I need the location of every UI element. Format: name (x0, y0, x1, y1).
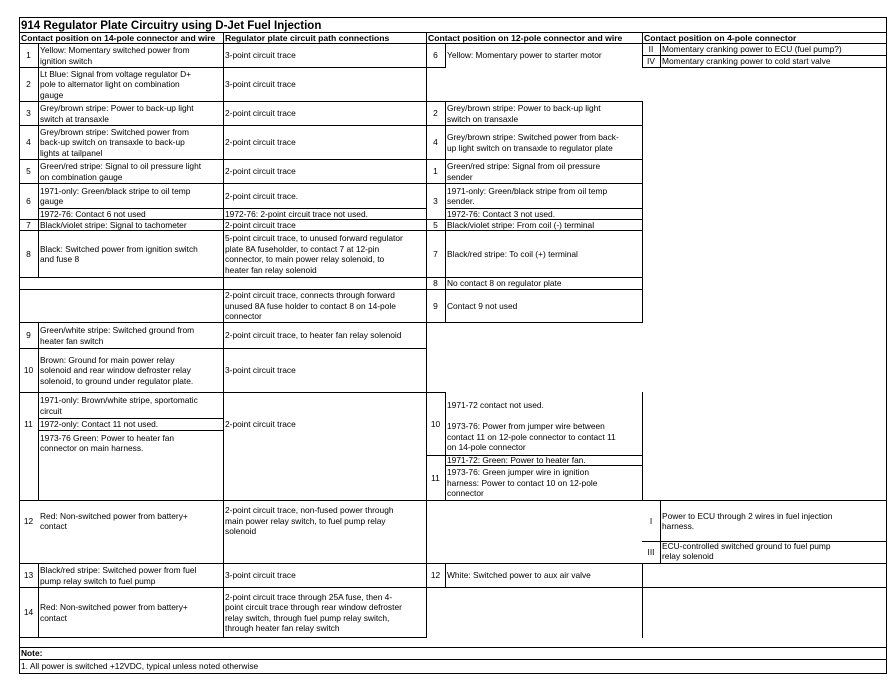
grid-rule-v (38, 43, 39, 278)
pole14-contact-number (19, 365, 38, 376)
pole4-contact-number-line: IV (647, 56, 655, 67)
pole14-wire-desc (40, 209, 146, 220)
pole14-wire-desc-line: Grey/brown stripe: Power to back-up light (40, 103, 194, 113)
grid-rule-v (445, 563, 446, 588)
pole12-wire-desc (447, 455, 586, 466)
pole12-contact-number (426, 301, 445, 312)
grid-rule-h (642, 500, 887, 501)
pole14-contact-number (19, 137, 38, 148)
page-title (21, 20, 321, 33)
page-title-line: 914 Regulator Plate Circuitry using D-Jet Fuel Injection (21, 19, 322, 32)
pole14-contact-number-line: 1 (26, 50, 31, 61)
pole14-contact-number-line: 5 (26, 166, 31, 177)
pole14-contact-number (19, 108, 38, 119)
pole12-contact-number (426, 137, 445, 148)
pole14-wire-desc (40, 419, 158, 430)
pole14-contact-number-line: 14 (23, 607, 34, 618)
pole12-wire-desc-line: Black/violet stripe: From coil (-) terminal (447, 219, 595, 230)
circuit-path-desc-line: 3-point circuit trace (225, 365, 296, 376)
pole14-contact-number-line: 3 (26, 108, 31, 119)
pole12-wire-desc (447, 421, 616, 453)
grid-rule-h (223, 563, 427, 564)
circuit-path-desc (225, 220, 296, 231)
pole14-wire-desc-line: 1971-only: Brown/white stripe, sportomatic (40, 395, 198, 405)
pole14-wire-desc-line: 1972-76: Contact 6 not used (40, 208, 146, 219)
header-4-pole (644, 33, 796, 44)
grid-rule-h (19, 348, 224, 349)
pole12-wire-desc (447, 186, 607, 207)
pole12-contact-number (426, 50, 445, 61)
pole14-contact-number-line: 13 (23, 570, 34, 581)
pole14-wire-desc (40, 325, 194, 346)
pole12-contact-number (426, 249, 445, 260)
pole14-contact-number (19, 516, 38, 527)
pole14-wire-desc-line: Lt Blue: Signal from voltage regulator D+ (40, 68, 192, 79)
grid-rule-v (445, 101, 446, 323)
circuit-path-desc (225, 50, 296, 61)
grid-rule-h (223, 348, 427, 349)
pole14-wire-desc-line: contact (40, 521, 68, 531)
pole14-wire-desc-line: Black/violet stripe: Signal to tachometer (40, 219, 187, 230)
pole14-contact-number-line: 4 (26, 137, 31, 148)
pole12-wire-desc-line: 1971-only: Green/black stripe from oil temp (447, 185, 608, 196)
grid-rule-h (223, 500, 427, 501)
pole14-wire-desc-line: ignition switch (40, 55, 93, 66)
pole14-wire-desc-line: back-up switch on transaxle to back-up (40, 137, 185, 148)
circuit-path-desc-line: 3-point circuit trace (225, 79, 296, 90)
pole4-contact-number-line: II (648, 44, 654, 55)
grid-rule-h (38, 430, 224, 431)
grid-rule-h (426, 183, 643, 184)
grid-rule-h (426, 101, 643, 102)
grid-rule-h (19, 647, 887, 648)
pole14-wire-desc-line: Green/red stripe: Signal to oil pressure light (40, 161, 202, 171)
pole14-contact-number (19, 79, 38, 90)
circuit-path-desc-line: through heater fan relay switch (225, 623, 340, 633)
pole12-contact-number-line: 7 (433, 248, 438, 259)
pole4-contact-number (642, 44, 660, 55)
pole12-wire-desc-line: harness: Power to contact 10 on 12-pole (447, 477, 598, 488)
circuit-path-desc-line: 2-point circuit trace (225, 137, 296, 148)
note-label (21, 648, 42, 659)
circuit-path-desc (225, 592, 402, 634)
pole12-contact-number-line: 10 (430, 418, 441, 429)
pole12-wire-desc-line: switch on transaxle (447, 113, 519, 124)
grid-rule-h (426, 67, 446, 68)
pole12-wire-desc (447, 161, 600, 182)
grid-rule-h (223, 587, 427, 588)
circuit-path-desc-line: main power relay switch, to fuel pump relay (225, 515, 386, 526)
circuit-path-desc-line: 2-point circuit trace (225, 108, 296, 119)
pole12-wire-desc-line: Black/red stripe: To coil (+) terminal (447, 248, 578, 259)
pole14-wire-desc (40, 355, 193, 387)
pole12-wire-desc-line: Yellow: Momentary power to starter motor (447, 50, 602, 61)
grid-rule-h (19, 587, 224, 588)
grid-rule-h (19, 159, 224, 160)
pole4-desc (662, 541, 831, 562)
pole12-wire-desc (447, 400, 544, 411)
pole14-wire-desc-line: Red: Non-switched power from battery+ (40, 602, 188, 612)
note-label-line: Note: (21, 648, 43, 659)
grid-rule-v (38, 563, 39, 638)
header-12-pole-line: Contact position on 12-pole connector and wire (428, 32, 623, 43)
circuit-path-desc (225, 108, 296, 119)
pole4-desc-line: ECU-controlled switched ground to fuel pump (662, 540, 831, 551)
grid-rule-h (223, 277, 427, 278)
pole12-wire-desc (447, 570, 591, 581)
grid-rule-h (426, 159, 643, 160)
pole14-wire-desc (40, 511, 188, 532)
grid-rule-v (660, 43, 661, 68)
grid-rule-h (426, 289, 643, 290)
pole14-contact-number-line: 7 (26, 219, 31, 230)
grid-rule-h (223, 183, 427, 184)
pole12-wire-desc (447, 301, 517, 312)
pole14-wire-desc-line: Red: Non-switched power from battery+ (40, 510, 188, 521)
pole12-contact-number-line: 12 (430, 570, 441, 581)
grid-rule-h (19, 673, 887, 674)
circuit-path-desc (225, 137, 296, 148)
pole14-wire-desc-line: gauge (40, 196, 64, 206)
pole14-wire-desc-line: Black: Switched power from ignition switch (40, 243, 198, 254)
pole12-wire-desc-line: White: Switched power to aux air valve (447, 570, 591, 581)
pole14-wire-desc-line: circuit (40, 405, 62, 416)
grid-rule-h (19, 637, 224, 638)
pole12-wire-desc (447, 103, 601, 124)
circuit-path-desc-line: connector, to main power relay solenoid, to (225, 254, 385, 264)
circuit-path-desc (225, 209, 368, 220)
pole14-wire-desc (40, 103, 194, 124)
grid-rule-h (426, 455, 446, 456)
header-12-pole (428, 33, 622, 44)
grid-rule-h (223, 637, 427, 638)
note-text (21, 661, 258, 672)
circuit-path-desc-line: 2-point circuit trace through 25A fuse, then 4- (225, 591, 393, 602)
pole12-contact-number (426, 419, 445, 430)
pole12-wire-desc-line: Grey/brown stripe: Switched power from back- (447, 132, 619, 142)
wiring-table (19, 17, 886, 673)
pole14-wire-desc-line: 1971-only: Green/black stripe to oil temp (40, 185, 191, 196)
circuit-path-desc-line: 2-point circuit trace, non-fused power through (225, 505, 394, 516)
pole14-contact-number-line: 6 (26, 196, 31, 207)
pole12-contact-number (426, 220, 445, 231)
pole4-desc-line: Power to ECU through 2 wires in fuel injection (662, 510, 833, 521)
pole4-contact-number-line: I (649, 515, 653, 526)
pole14-wire-desc-line: on combination gauge (40, 171, 123, 182)
pole14-wire-desc-line: solenoid, to ground under regulator plate. (40, 375, 194, 386)
pole14-wire-desc-line: Green/white stripe: Switched ground from (40, 325, 195, 335)
pole12-wire-desc-line: 1971-72: Green: Power to heater fan. (447, 455, 586, 466)
grid-rule-v (886, 17, 887, 674)
pole14-contact-number (19, 570, 38, 581)
pole12-wire-desc-line: Contact 9 not used (447, 300, 518, 311)
note-text-line: 1. All power is switched +12VDC, typical unless noted otherwise (21, 661, 259, 672)
grid-rule-h (426, 563, 643, 564)
circuit-path-desc-line: connector (225, 311, 262, 322)
pole14-contact-number (19, 249, 38, 260)
pole14-wire-desc (40, 565, 196, 586)
pole12-wire-desc-line: up light switch on transaxle to regulator plate (447, 142, 613, 153)
grid-rule-h (19, 17, 887, 18)
pole12-contact-number-line: 8 (433, 278, 438, 289)
pole14-contact-number-line: 2 (26, 79, 31, 90)
pole12-wire-desc-line: 1972-76: Contact 3 not used. (447, 208, 556, 219)
circuit-path-desc (225, 233, 403, 275)
pole14-wire-desc (40, 244, 198, 265)
grid-rule-v (426, 43, 427, 638)
grid-rule-h (426, 500, 643, 501)
circuit-path-desc-line: 5-point circuit trace, to unused forward regulator (225, 233, 403, 243)
pole14-wire-desc-line: Black/red stripe: Switched power from fuel (40, 565, 197, 575)
pole14-contact-number (19, 419, 38, 430)
circuit-path-desc-line: point circuit trace through rear window defroster (225, 602, 402, 612)
grid-rule-v (660, 500, 661, 564)
pole12-wire-desc (447, 132, 619, 153)
pole12-contact-number-line: 3 (433, 196, 438, 207)
pole12-wire-desc (447, 467, 597, 499)
grid-rule-h (19, 183, 224, 184)
pole12-contact-number-line: 9 (433, 300, 438, 311)
pole14-wire-desc-line: and fuse 8 (40, 254, 80, 264)
grid-rule-h (19, 563, 224, 564)
pole14-contact-number-line: 9 (26, 330, 31, 341)
circuit-path-desc-line: 3-point circuit trace (225, 570, 296, 581)
header-14-pole-line: Contact position on 14-pole connector and wire (21, 32, 216, 43)
grid-rule-h (223, 322, 427, 323)
pole12-wire-desc-line: connector (447, 488, 484, 499)
pole12-wire-desc-line: sender (447, 171, 473, 182)
circuit-path-desc-line: solenoid (225, 526, 257, 537)
grid-rule-h (223, 159, 427, 160)
grid-rule-h (223, 125, 427, 126)
grid-rule-h (426, 392, 446, 393)
pole12-wire-desc-line: 1973-76: Green jumper wire in ignition (447, 467, 589, 478)
pole14-contact-number (19, 220, 38, 231)
pole12-wire-desc-line: contact 11 on 12-pole connector to contact 11 (447, 431, 616, 442)
pole14-contact-number (19, 196, 38, 207)
pole4-contact-number (642, 56, 660, 67)
grid-rule-v (223, 43, 224, 638)
grid-rule-v (38, 322, 39, 501)
pole12-contact-number-line: 4 (433, 137, 438, 148)
pole14-wire-desc (40, 186, 190, 207)
grid-rule-h (426, 587, 643, 588)
circuit-path-desc (225, 505, 394, 537)
pole12-contact-number (426, 108, 445, 119)
circuit-path-desc-line: 1972-76: 2-point circuit trace not used. (225, 208, 368, 219)
grid-rule-v (642, 563, 643, 638)
circuit-path-desc (225, 191, 298, 202)
pole14-wire-desc (40, 395, 198, 416)
circuit-path-desc-line: 2-point circuit trace, connects through forward (225, 290, 395, 301)
circuit-path-desc (225, 330, 401, 341)
pole4-desc-line: relay solenoid (662, 551, 714, 561)
header-circuit-path-line: Regulator plate circuit path connections (225, 32, 390, 43)
pole14-wire-desc-line: Brown: Ground for main power relay (40, 354, 175, 365)
circuit-path-desc-line: 2-point circuit trace (225, 418, 296, 429)
grid-rule-h (223, 101, 427, 102)
pole14-wire-desc-line: connector on main harness. (40, 443, 144, 453)
pole14-wire-desc-line: Grey/brown stripe: Switched power from (40, 126, 189, 137)
grid-rule-h (19, 500, 224, 501)
pole14-wire-desc (40, 433, 174, 454)
pole12-wire-desc (447, 220, 594, 231)
grid-rule-v (642, 101, 643, 323)
pole4-contact-number-line: III (647, 547, 655, 558)
circuit-path-desc (225, 290, 396, 322)
pole12-contact-number (426, 196, 445, 207)
pole12-contact-number (426, 166, 445, 177)
header-14-pole (21, 33, 215, 44)
circuit-path-desc (225, 166, 296, 177)
pole12-wire-desc-line: 1973-76: Power from jumper wire between (447, 421, 605, 432)
pole12-wire-desc (447, 249, 578, 260)
pole12-contact-number (426, 570, 445, 581)
pole12-contact-number-line: 1 (433, 166, 438, 177)
pole14-wire-desc (40, 602, 188, 623)
grid-rule-h (223, 67, 427, 68)
pole14-wire-desc-line: contact (40, 612, 68, 623)
header-circuit-path (225, 33, 389, 44)
grid-rule-h (642, 67, 887, 68)
pole4-desc-line: Momentary cranking power to ECU (fuel pump?) (662, 44, 842, 55)
pole4-desc (662, 44, 842, 55)
circuit-path-desc-line: unused 8A fuse holder to contact 8 on 14-pole (225, 300, 396, 311)
pole14-wire-desc-line: solenoid and rear window defroster relay (40, 365, 191, 376)
circuit-path-desc-line: 2-point circuit trace (225, 219, 296, 230)
circuit-path-desc (225, 365, 296, 376)
pole14-wire-desc-line: 1973-76 Green: Power to heater fan (40, 432, 175, 443)
grid-rule-h (223, 392, 427, 393)
pole14-contact-number (19, 330, 38, 341)
grid-rule-v (445, 392, 446, 501)
pole12-contact-number-line: 2 (433, 108, 438, 119)
pole12-contact-number (426, 278, 445, 289)
pole14-contact-number-line: 11 (24, 418, 33, 429)
pole4-contact-number (642, 516, 660, 527)
pole12-wire-desc-line: Grey/brown stripe: Power to back-up light (447, 103, 601, 113)
grid-rule-v (445, 43, 446, 68)
grid-rule-h (642, 563, 887, 564)
pole4-contact-number (642, 547, 660, 558)
grid-rule-h (426, 322, 643, 323)
circuit-path-desc-line: relay switch, through fuel pump relay switch, (225, 612, 390, 623)
pole14-wire-desc-line: pole to alternator light on combination (40, 79, 180, 90)
pole14-wire-desc (40, 161, 201, 182)
pole14-wire-desc (40, 127, 189, 159)
pole12-contact-number-line: 5 (433, 219, 438, 230)
pole4-desc (662, 511, 832, 532)
circuit-path-desc-line: 2-point circuit trace (225, 166, 296, 177)
pole4-desc-line: harness. (662, 521, 695, 531)
grid-rule-h (19, 277, 224, 278)
circuit-path-desc-line: 2-point circuit trace. (225, 190, 299, 201)
pole12-wire-desc (447, 278, 562, 289)
pole14-wire-desc-line: lights at tailpanel (40, 147, 103, 158)
pole14-contact-number (19, 166, 38, 177)
pole14-contact-number-line: 8 (26, 248, 31, 259)
pole14-wire-desc-line: Yellow: Momentary switched power from (40, 45, 190, 55)
grid-rule-h (426, 125, 643, 126)
pole14-contact-number-line: 12 (23, 515, 34, 526)
grid-rule-h (642, 587, 887, 588)
pole12-contact-number (426, 473, 445, 484)
pole14-wire-desc-line: heater fan switch (40, 335, 104, 346)
pole14-wire-desc (40, 45, 190, 66)
header-4-pole-line: Contact position on 4-pole connector (644, 32, 797, 43)
grid-rule-h (19, 101, 224, 102)
circuit-path-desc-line: plate 8A fuseholder, to contact 7 at 12-pin (225, 243, 380, 254)
circuit-path-desc-line: heater fan relay solenoid (225, 264, 317, 275)
pole12-wire-desc-line: sender. (447, 196, 475, 206)
pole14-wire-desc-line: 1972-only: Contact 11 not used. (40, 419, 159, 430)
circuit-path-desc (225, 79, 296, 90)
pole14-contact-number (19, 50, 38, 61)
pole14-contact-number-line: 10 (23, 365, 34, 376)
pole12-wire-desc-line: 1971-72 contact not used. (447, 400, 544, 411)
pole14-wire-desc-line: gauge (40, 89, 64, 100)
pole12-wire-desc (447, 50, 602, 61)
pole14-contact-number (19, 607, 38, 618)
circuit-path-desc-line: 3-point circuit trace (225, 50, 296, 61)
circuit-path-desc-line: 2-point circuit trace, to heater fan relay solenoid (225, 330, 402, 341)
circuit-path-desc (225, 570, 296, 581)
pole14-wire-desc-line: pump relay switch to fuel pump (40, 575, 156, 586)
pole4-desc (662, 56, 831, 67)
grid-rule-h (19, 322, 224, 323)
pole12-wire-desc-line: Green/red stripe: Signal from oil pressure (447, 161, 601, 171)
pole4-desc-line: Momentary cranking power to cold start valve (662, 56, 831, 67)
pole14-wire-desc-line: switch at transaxle (40, 113, 109, 124)
pole14-wire-desc (40, 69, 191, 101)
grid-rule-h (19, 392, 224, 393)
grid-rule-v (642, 392, 643, 501)
grid-rule-h (19, 659, 887, 660)
circuit-path-desc (225, 419, 296, 430)
pole12-wire-desc-line: on 14-pole connector (447, 442, 526, 453)
pole12-contact-number-line: 6 (433, 50, 438, 61)
pole12-contact-number-line: 11 (431, 472, 440, 483)
pole12-wire-desc (447, 209, 555, 220)
pole12-wire-desc-line: No contact 8 on regulator plate (447, 278, 562, 289)
pole14-wire-desc (40, 220, 187, 231)
